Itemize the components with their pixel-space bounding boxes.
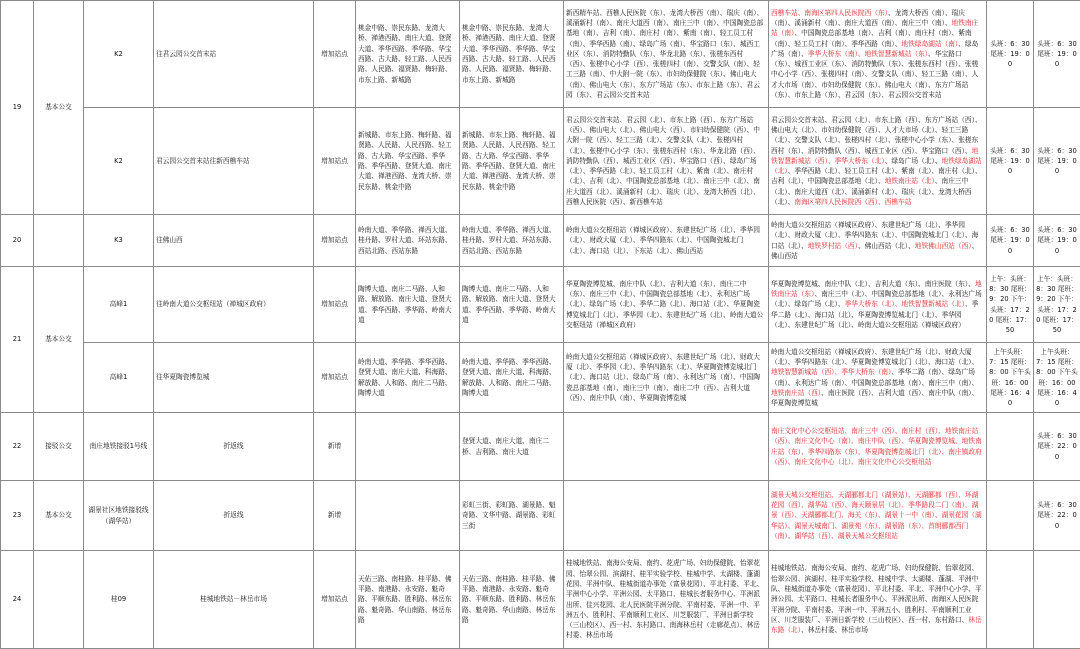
table-row (1, 413, 1080, 481)
row-number: 23 (1, 481, 34, 551)
stations-before: 岭南大道公交枢纽站（禅城区政府）、东建世纪广场（北）、季华园（北）、财政大厦（北）、季华四路东（北）、中国陶瓷城北门（北）、海口站（北）、下东站（北）、佛山西站 (564, 215, 769, 267)
service-time-before (987, 413, 1034, 481)
stops-roads-before: 岭南大道、季华路、禅西大道、桂丹路、罗村大道、环站东路、西站北路、西站东路 (356, 215, 460, 267)
table-row (1, 1, 1080, 108)
new-station-segment: 西樵车站、南海区第四人民医院西（东） (771, 8, 889, 17)
stops-roads-after: 桃金中路、崇民东路、龙湾大桥、禅港西路、南庄大道、登贤大道、季华西路、季华路、华宝西路、古大路、轻工路、人民西路、人民路、福贤路、梅轩路、市东上路、新城路 (460, 1, 564, 108)
stations-before: 桂城地铁站、南海公安局、南约、花虎广场、妇幼保健院、怡翠花园、怡翠公园、滨湖村、桂平实验学校、桂城中学、太湖楼、蓬湖花园、平洲中队、桂城街道办事处（富景花园）、平北村委、平北、平洲中心小学、平洲公园、太平路口、桂城长者服务中心、平洲派出所、佳兴花园、北人民医院平洲分院、平南村委、平洲一中、平洲五小、胜利村、平南顺利工业区、川芝服装厂、平洲日新学校（三山校区）、西一村、东村路口、南海林岳村（走廊花点）、林岳村委、林岳市场 (564, 551, 769, 649)
row-number: 20 (1, 215, 34, 267)
new-station-segment: 湖景天城公交枢纽站、天湖郦都北门（湖景站）、天湖郦都（西）、环湖花园（西）、湖华站（西）、海天颐景居（北）、季华路段二门（南）、湖景（西）、天湖郦都北门、海关（东）、湖景十一中（南）、湖景花园（湖华站）、湖景天城南门、湖景苑（东）、湖景路（东）、首朗郦都西门（南）、湖华站（西）、湖景天城公交枢纽站 (771, 490, 982, 540)
station-segment: 、南庄医院（西）、吉利大道（西）、南庄中队（南）、华夏陶瓷博览城 (771, 388, 979, 408)
new-station-segment: 地铁佛山西站（西） (914, 241, 972, 250)
service-time-before: 上午：头班：8：30 尾班：9：20 下午：头班：17：20 尾班：17：50 (987, 267, 1034, 343)
route-category: 接驳公交 (34, 413, 84, 481)
station-segment: 、龙湾大桥西（南）、瑞庆（南）、溪涌新村（南）、南庄大道西（南）、南庄三中（南）、 (771, 8, 965, 27)
stations-after (769, 108, 987, 215)
service-time-before (987, 481, 1034, 551)
new-station-segment: 南海区第四人民医院西（西）、西樵车站 (794, 198, 912, 207)
stops-roads-before: 桃金中路、崇民东路、龙湾大桥、禅港西路、南庄大道、登贤大道、季华西路、季华路、华宝西路、古大路、轻工路、人民西路、人民路、福贤路、梅轩路、市东上路、新城路 (356, 1, 460, 108)
stations-before: 新西精车站、西樵人民医院（东）、龙湾大桥西（南）、瑞庆（南）、溪涌新村（南）、南庄大道西（南）、南庄三中（南）、中国陶瓷总部基地（南）、吉利（南）、南庄村（南）、紫南（南）、轻工员工村（南）、季华西路（南）、绿岛广场（南）、华宝路口（东）、城西工业区（东）、消防特勤队（东）、华龙北路（东）、张槎东西村（西）、张槎中心小学（西）、张槎四村（南）、交警支队（南）、轻工三路（南）、中大附一院（东）、市妇幼保健院（东）、佛山电大（南）、佛山电大（东）、东方广场站（东）、市东上路（东）、君云园（东）、君云园公交首末站 (564, 1, 769, 108)
stops-roads-before (356, 413, 460, 481)
station-segment: 、绿岛广场（北）、 (884, 156, 942, 165)
service-time-after: 头班：6：30 尾班：19：00 (1034, 215, 1080, 267)
stations-before (564, 481, 769, 551)
row-number: 24 (1, 551, 34, 649)
stops-roads-after: 天佑三路、南桂路、桂平路、佛平路、南港路、永安路、魁奇路、平顺东路、胜利路、林岳东路、魁奇路、华山南路、林岳东路 (460, 551, 564, 649)
route-name: 高峰1 (84, 267, 154, 343)
station-segment: 岭南大道公交枢纽站（禅城区政府）、东建世纪广场（北）、财政大厦（北）、季华四路东（北）、华夏陶瓷博览城北门（北）、海口站（北）、 (771, 347, 979, 366)
route-direction: 折返线 (154, 481, 314, 551)
route-category (34, 215, 84, 267)
table-row (1, 343, 1080, 413)
stops-roads-after: 岭南大道、季华路、季华西路、登贤大道、南庄大道、科海路、解放路、人和路、南庄二马路、陶博大道 (460, 343, 564, 413)
new-station-segment: 季华大桥东（北）、地铁智慧新城站（北） (844, 300, 965, 309)
station-segment: 、季华二路（北）、海口站（北）、华夏陶瓷博览城北门（北）、季华园（北）、东建世纪广场（北）、岭南大道公交枢纽站（禅城区政府） (771, 300, 979, 329)
change-type: 新增 (314, 413, 356, 481)
route-name: 湖景社区地铁接驳线（湖华站） (84, 481, 154, 551)
stops-roads-after: 登贤大道、南庄大道、南庄二桥、吉利路、南庄大道 (460, 413, 564, 481)
new-station-segment: 地铁智慧新城站（西）、季华大桥东（南） (771, 368, 892, 377)
route-direction: 折返线 (154, 413, 314, 481)
service-time-after (1034, 551, 1080, 649)
new-station-segment: 林岳东路（北） (771, 615, 982, 635)
new-station-segment: 地铁南庄站（南） (771, 18, 979, 38)
station-segment: 、中国陶瓷总部基地（南）、吉利（南）、南庄村（南）、紫南（南）、轻工员工村（南）、季华西路（南）、 (771, 29, 972, 48)
route-direction: 君云园公交首末站往新西樵车站 (154, 108, 314, 215)
new-station-segment: 南庄文化中心公交枢纽站、南庄三中（西）、南庄村（西）、地铁南庄站（西）、南庄文化中心（南）、南庄中队（西）、华夏陶瓷博览城、地铁南庄站（东）、季华四路东（东）、华夏陶瓷博览城北门（北）、南庄镇政府（西）、南庄文化中心（北）、南庄文化中心公交枢纽站 (771, 426, 982, 466)
stations-before: 君云园公交首末站、君云园（北）、市东上路（西）、东方广场站（西）、佛山电大（北）、佛山电大（西）、市妇幼保健院（西）、中大附一院（西）、轻工三路（北）、交警支队（北）、张槎四村（北）、张槎中心小学（东）、张槎东西村（东）、华龙北路（西）、消防特勤队（西）、城西工业区（西）、华宝路口（西）、绿岛广场（北）、季华西路（北）、轻工员工村（北）、紫南（北）、南庄村（北）、吉利（北）、中国陶瓷总部基地（北）、南庄三中（北）、南庄大道西（北）、溪涌新村（北）、瑞庆（北）、龙湾大桥西（北）、西樵人民医院（西）、新西樵车站 (564, 108, 769, 215)
route-direction: 往华夏陶瓷博览城 (154, 343, 314, 413)
table-row (1, 551, 1080, 649)
stops-roads-before: 陶博大道、南庄二马路、人和路、解放路、南庄大道、登贤大道、季华西路、季华路、岭南大道 (356, 267, 460, 343)
row-number: 19 (1, 1, 34, 215)
table-row (1, 108, 1080, 215)
stations-before: 华夏陶瓷博览城、南庄中队（北）、吉利大道（东）、南庄二中（东）、南庄三中（北）、中国陶瓷总部基地（北）、永利达广场（北）、绿岛广场（北）、季华二路（北）、海口站（北）、华夏陶瓷博览城北门（北）、季华园（北）、东建世纪广场（北）、岭南大道公交枢纽站（禅城区政府） (564, 267, 769, 343)
stations-after (769, 551, 987, 649)
change-type: 增加站点 (314, 267, 356, 343)
service-time-before: 头班：6：30 尾班：19：00 (987, 108, 1034, 215)
stations-after (769, 413, 987, 481)
route-name: K2 (84, 108, 154, 215)
station-segment: 、佛山西站 (771, 241, 979, 260)
service-time-after: 头班：6：30 尾班：22：00 (1034, 413, 1080, 481)
new-station-segment: 地铁罗村站（西） (807, 241, 858, 250)
stations-before: 岭南大道公交枢纽站（禅城区政府）、东建世纪广场（北）、财政大厦（北）、季华园（北）、季华四路东（北）、华夏陶瓷博览城北门（北）、海口站（北）、绿岛广场（南）、永利达广场（南）、中国陶瓷总部基地（南）、南庄三中（南）、南庄二中（西）、吉利大道（西）、南庄中队（南）、华夏陶瓷博览城 (564, 343, 769, 413)
table-row (1, 267, 1080, 343)
route-direction: 往佛山西 (154, 215, 314, 267)
route-category: 基本公交 (34, 1, 84, 215)
route-name: 高峰1 (84, 343, 154, 413)
stations-after (769, 215, 987, 267)
service-time-after: 上午头班：7：15 尾班：8：00 下午头班：16：00 尾班：16：40 (1034, 343, 1080, 413)
stops-roads-after: 彩虹三街、彩虹路、湖景路、魁奇路、文华中路、湖景路、彩虹三街 (460, 481, 564, 551)
new-station-segment: 地铁智慧新城站（西）、季华大桥东（北） (771, 146, 979, 165)
stations-after (769, 481, 987, 551)
stations-after (769, 267, 987, 343)
change-type: 增加站点 (314, 343, 356, 413)
route-name: 南庄地铁接驳1号线 (84, 413, 154, 481)
row-number: 21 (1, 267, 34, 413)
stops-roads-after: 陶博大道、南庄二马路、人和路、解放路、南庄大道、登贤大道、季华西路、季华路、岭南大道 (460, 267, 564, 343)
change-type: 增加站点 (314, 551, 356, 649)
station-segment: 、林岳村委、林岳市场 (801, 626, 868, 635)
new-station-segment: 地铁南庄站（东） (771, 279, 982, 299)
route-name: 桂09 (84, 551, 154, 649)
station-segment: 、季华二路（南）、绿岛广场（南）、永利达广场（南）、中国陶瓷总部基地（南）、南庄三中（南）、 (771, 368, 979, 387)
station-segment: 、华宝路口（东）、城西工业区（东）、消防特勤队（东）、张槎东西村（西）、张槎中心小学（西）、张槎四村（南）、交警支队（南）、轻工三路（南）、人才大市场（南）、市妇幼保健院（东）、佛山电大（南）、东方广场站（东）、市东上路（东）、君云园（东）、君云园公交首末站 (771, 49, 979, 100)
new-station-segment: 地铁南庄站（北） (884, 177, 935, 186)
route-category: 基本公交 (34, 481, 84, 551)
service-time-before (987, 551, 1034, 649)
stations-after (769, 343, 987, 413)
station-segment: 、南庄三中（北）、中国陶瓷总部基地（北）、永利达广场（北）、绿岛广场（北）、 (771, 290, 982, 309)
route-direction: 往君云园公交首末站 (154, 1, 314, 108)
station-segment: 、季华西路（北）、轻工员工村（北）、紫南（北）、南庄村（北）、吉利（北）、中国陶瓷总部基地（北）、 (771, 167, 982, 186)
new-station-segment: 地铁绿岛湖站（南） (901, 39, 959, 48)
station-segment: 、佛山西站（北）、 (857, 241, 915, 250)
service-time-after: 上午：头班：8：30 尾班：9：20 下午：头班：17：20 尾班：17：50 (1034, 267, 1080, 343)
station-segment: 华夏陶瓷博览城、南庄中队（北）、吉利大道（东）、南庄医院（东）、 (771, 279, 975, 288)
service-time-before: 上午头班：7：15 尾班：8：00 下午头班：16：00 尾班：16：40 (987, 343, 1034, 413)
change-type: 增加站点 (314, 215, 356, 267)
stops-roads-before: 天佑三路、南桂路、桂平路、佛平路、南港路、永安路、魁奇路、平顺东路、胜利路、林岳东路、魁奇路、华山南路、林岳东路 (356, 551, 460, 649)
route-name: K2 (84, 1, 154, 108)
stations-after (769, 1, 987, 108)
station-segment: 桂城地铁站、南海公安局、南约、花虎广场、妇幼保健院、怡翠花园、怡翠公园、滨湖村、桂平实验学校、桂城中学、太湖楼、蓬湖、平洲中队、桂城街道办事处（富景花园）、平北村委、平北、平洲中心小学、平洲公园、太平路口、桂城长者服务中心、平洲派出所、南海区人民医院平洲分院、平南村委、平洲一中、平洲五小、胜利村、平南顺利工业区、川芝服装厂、平洲日新学校（三山校区）、西一村、东村路口、 (771, 564, 982, 624)
service-time-before: 头班：6：30 尾班：19：00 (987, 1, 1034, 108)
stops-roads-after: 岭南大道、季华路、禅西大道、桂丹路、罗村大道、环站东路、西站北路、西站东路 (460, 215, 564, 267)
route-category (34, 551, 84, 649)
stops-roads-before: 岭南大道、季华路、季华西路、登贤大道、南庄大道、科海路、解放路、人和路、南庄二马路、陶博大道 (356, 343, 460, 413)
station-segment: 、绿岛广场（南）、 (771, 39, 979, 58)
route-direction: 桂城地铁站－林岳市场 (154, 551, 314, 649)
service-time-after: 头班：6：30 尾班：22：00 (1034, 481, 1080, 551)
station-segment: 岭南大道公交枢纽站（禅城区政府）、东建世纪广场（北）、季华园（北）、财政大厦（北）、季华四路东（北）、中国陶瓷城北门（北）、海口站（北）、 (771, 220, 979, 250)
stops-roads-before (356, 481, 460, 551)
new-station-segment: 地铁南庄站（西） (771, 388, 822, 397)
change-type: 新增 (314, 481, 356, 551)
station-segment: 君云园公交首末站、君云园（北）、市东上路（西）、东方广场站（西）、佛山电大（北）、市妇幼保健院（西）、人才大市场（北）、轻工三路（北）、交警支队（北）、张槎四村（北）、张槎中心小学（东）、张槎东西村（东）、消防特勤队（西）、城西工业区（西）、华宝路口（西）、 (771, 115, 982, 155)
route-category: 基本公交 (34, 267, 84, 413)
service-time-after: 头班：6：30 尾班：19：00 (1034, 1, 1080, 108)
row-number: 22 (1, 413, 34, 481)
service-time-before: 头班：6：30 尾班：19：00 (987, 215, 1034, 267)
route-name: K3 (84, 215, 154, 267)
stations-before (564, 413, 769, 481)
station-segment: 、南庄三中（北）、南庄大道西（北）、溪涌新村（北）、瑞庆（北）、龙湾大桥西（北）、 (771, 177, 972, 207)
stops-roads-after: 新城路、市东上路、梅轩路、福贤路、人民路、人民西路、轻工路、古大路、华宝西路、季华路、季华西路、登贤大道、南庄大道、禅港西路、龙湾大桥、崇民东路、桃金中路 (460, 108, 564, 215)
new-station-segment: 地铁绿岛湖站（北） (771, 156, 982, 176)
table-row (1, 481, 1080, 551)
route-direction: 往岭南大道公交枢纽站（禅城区政府） (154, 267, 314, 343)
change-type: 增加站点 (314, 1, 356, 108)
table-row (1, 215, 1080, 267)
new-station-segment: 季华大桥东（南）、地铁智慧新城站（东） (807, 49, 929, 58)
service-time-after: 头班：6：30 尾班：19：00 (1034, 108, 1080, 215)
change-type: 增加站点 (314, 108, 356, 215)
stops-roads-before: 新城路、市东上路、梅轩路、福贤路、人民路、人民西路、轻工路、古大路、华宝西路、季华路、季华西路、登贤大道、南庄大道、禅港西路、龙湾大桥、崇民东路、桃金中路 (356, 108, 460, 215)
